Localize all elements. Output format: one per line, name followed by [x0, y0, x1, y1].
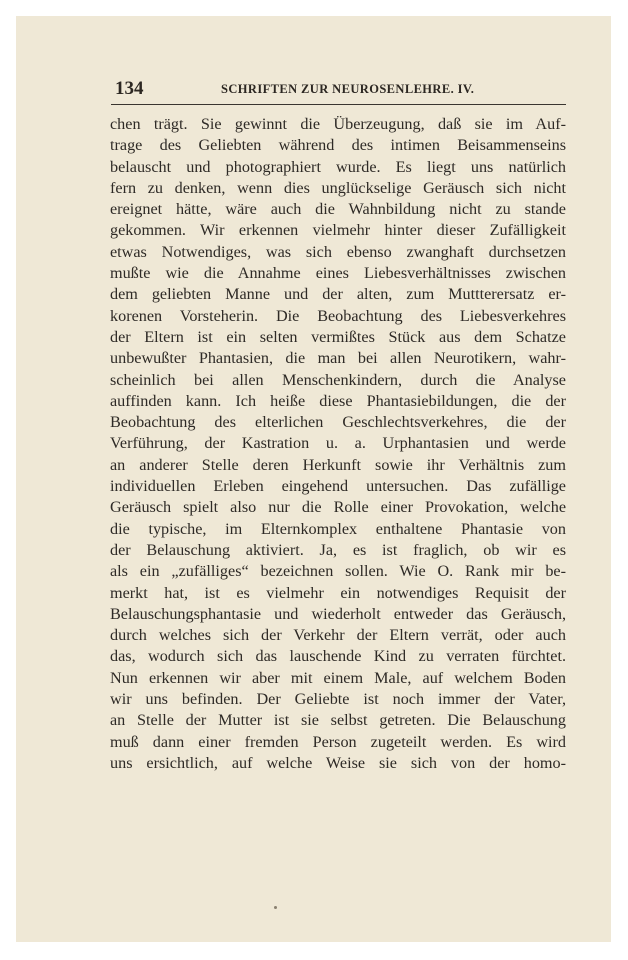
text-line: das, wodurch sich das lauschende Kind zu verraten fürchtet.	[110, 647, 566, 666]
text-line: an anderer Stelle deren Herkunft sowie ihr Verhältnis zum	[110, 455, 566, 474]
text-line: ereignet hätte, wäre auch die Wahnbildung nicht zu stande	[110, 200, 566, 219]
text-line: mußte wie die Annahme eines Liebesverhältnisses zwischen	[110, 264, 566, 283]
text-line: chen trägt. Sie gewinnt die Überzeugung, daß sie im Auf-	[110, 115, 566, 133]
text-line: merkt hat, ist es vielmehr ein notwendiges Requisit der	[110, 583, 566, 602]
text-line: Nun erkennen wir aber mit einem Male, auf welchem Boden	[110, 668, 566, 687]
text-line: uns ersichtlich, auf welche Weise sie sich von der homo-	[110, 753, 566, 772]
text-line: unbewußter Phantasien, die man bei allen Neurotikern, wahr-	[110, 349, 566, 368]
text-line: etwas Notwendiges, was sich ebenso zwanghaft durchsetzen	[110, 242, 566, 261]
text-line: wir uns befinden. Der Geliebte ist noch immer der Vater,	[110, 690, 566, 709]
text-line: Verführung, der Kastration u. a. Urphantasien und werde	[110, 434, 566, 453]
text-line: Belauschungsphantasie und wiederholt entweder das Geräusch,	[110, 604, 566, 623]
text-line: fern zu denken, wenn dies unglückselige Geräusch sich nicht	[110, 178, 566, 197]
text-line: durch welches sich der Verkehr der Eltern verrät, oder auch	[110, 626, 566, 645]
text-line: als ein „zufälliges“ bezeichnen sollen. Wie O. Rank mir be-	[110, 562, 566, 581]
page-number: 134	[115, 78, 144, 99]
running-head: SCHRIFTEN ZUR NEUROSENLEHRE. IV.	[221, 82, 475, 96]
text-line: belauscht und photographiert wurde. Es liegt uns natürlich	[110, 157, 566, 176]
book-page	[16, 16, 611, 942]
text-line: scheinlich bei allen Menschenkindern, durch die Analyse	[110, 370, 566, 389]
text-line: trage des Geliebten während des intimen Beisammenseins	[110, 136, 566, 155]
text-line: korenen Vorsteherin. Die Beobachtung des Liebesverkehres	[110, 306, 566, 325]
text-line: die typische, im Elternkomplex enthaltene Phantasie von	[110, 519, 566, 538]
text-line: muß dann einer fremden Person zugeteilt werden. Es wird	[110, 732, 566, 751]
text-line: gekommen. Wir erkennen vielmehr hinter dieser Zufälligkeit	[110, 221, 566, 240]
text-line: Beobachtung des elterlichen Geschlechtsverkehres, die der	[110, 413, 566, 432]
body-text	[110, 114, 566, 774]
text-line: auffinden kann. Ich heiße diese Phantasiebildungen, die der	[110, 391, 566, 410]
text-line: der Belauschung aktiviert. Ja, es ist fraglich, ob wir es	[110, 540, 566, 559]
text-line: dem geliebten Manne und der alten, zum Muttterersatz er-	[110, 285, 566, 304]
text-line: an Stelle der Mutter ist sie selbst getreten. Die Belauschung	[110, 711, 566, 730]
text-line: individuellen Erleben eingehend untersuchen. Das zufällige	[110, 477, 566, 496]
text-line: Geräusch spielt also nur die Rolle einer Provokation, welche	[110, 498, 566, 517]
page-header	[111, 74, 566, 105]
text-line: der Eltern ist ein selten vermißtes Stück aus dem Schatze	[110, 327, 566, 346]
print-speck	[274, 906, 277, 909]
